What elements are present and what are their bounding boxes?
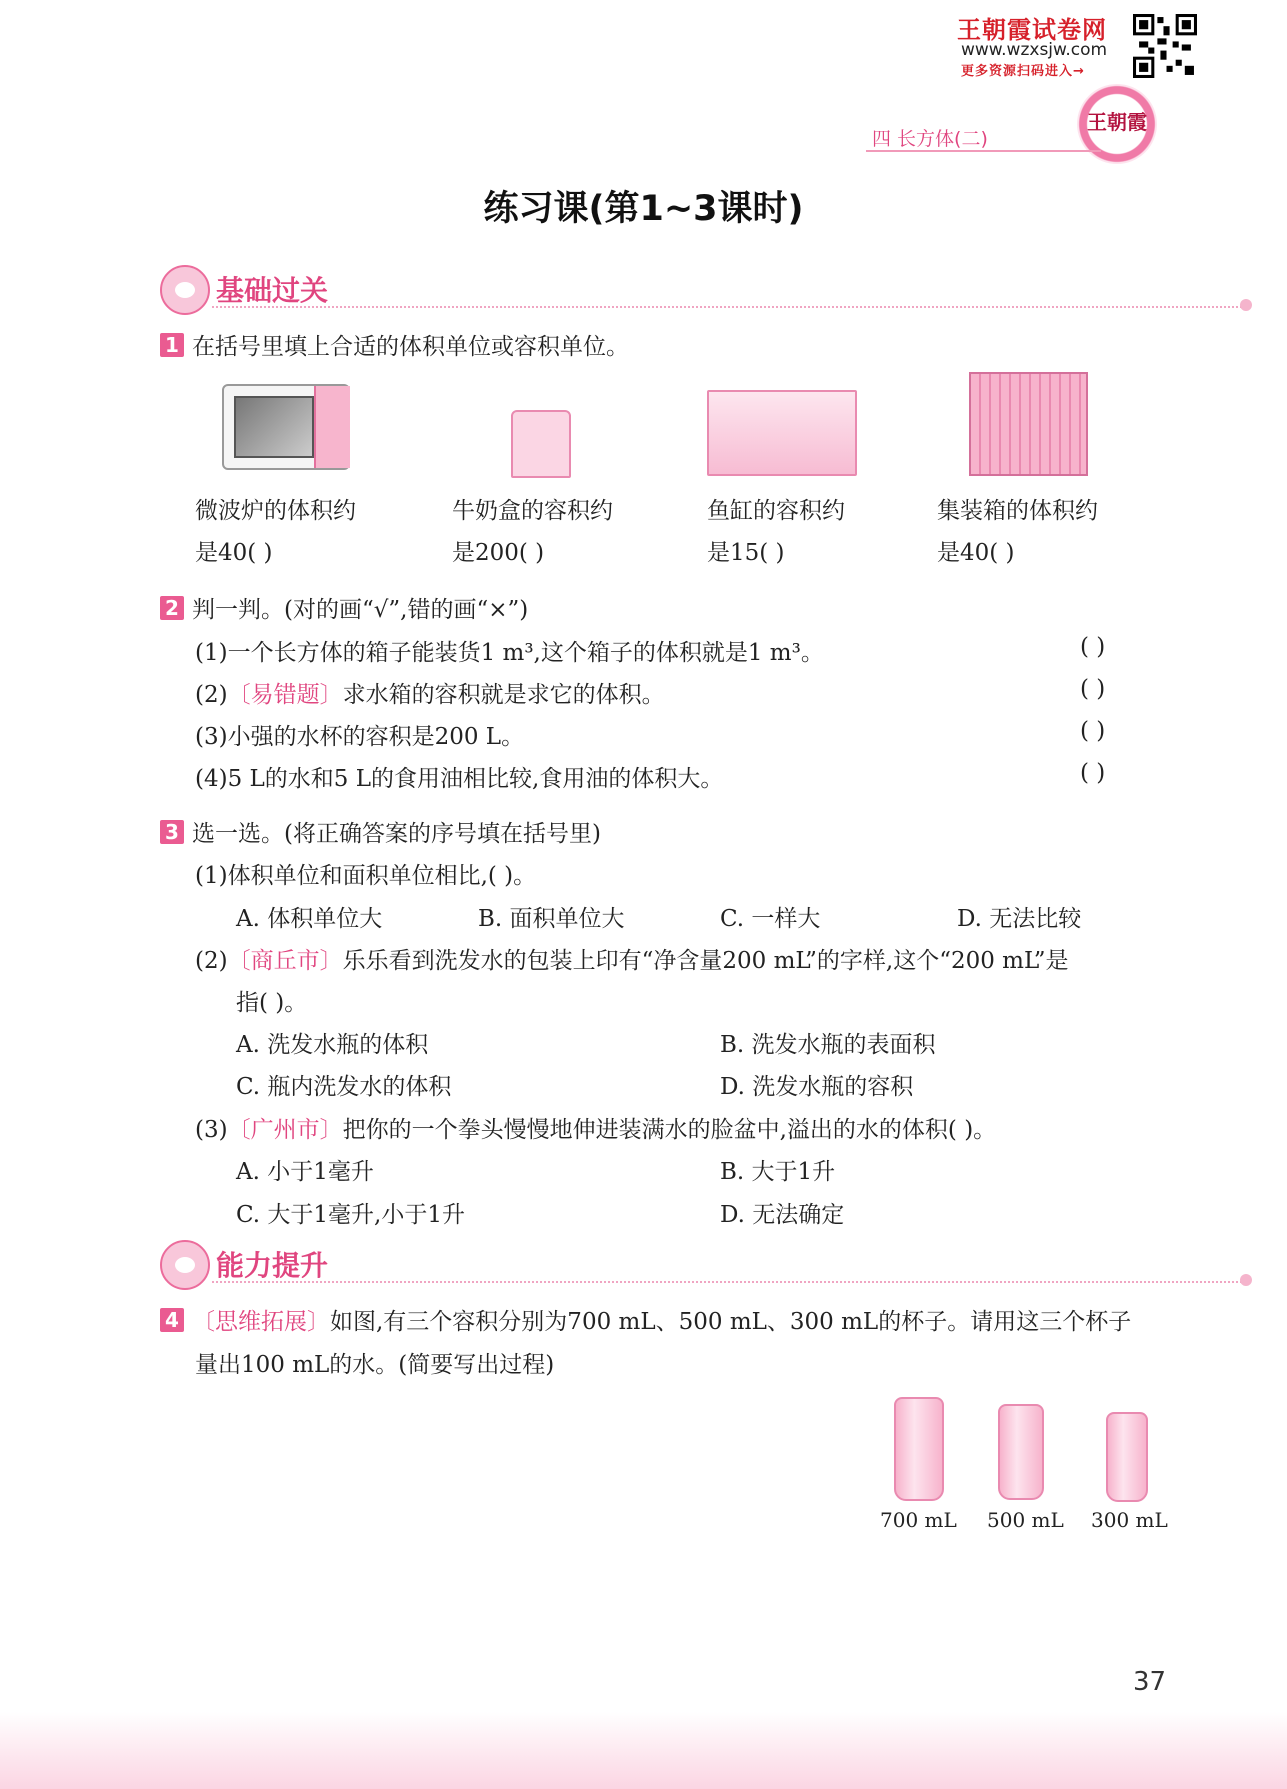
q2-prompt <box>160 591 528 624</box>
microwave-image <box>222 384 350 470</box>
tag-easy-mistake: 〔易错题〕 <box>227 682 343 708</box>
q2-item-3: (3)小强的水杯的容积是200 L。 <box>195 724 525 750</box>
q1-item-1-line2[interactable]: 是40( ) <box>195 540 273 566</box>
q2-item-1-blank[interactable]: ( ) <box>1080 634 1106 660</box>
q2-text: 判一判。(对的画“√”,错的画“×”) <box>192 597 529 623</box>
section-label: 能力提升 <box>216 1249 329 1282</box>
q2-item-4: (4)5 L的水和5 L的食用油相比较,食用油的体积大。 <box>195 766 724 792</box>
q1-item-2-line1: 牛奶盒的容积约 <box>452 498 613 524</box>
q3-sub3-option-d[interactable]: D. 无法确定 <box>720 1202 845 1228</box>
q2-item-2 <box>195 676 665 709</box>
q1-item-2-line2[interactable]: 是200( ) <box>452 540 545 566</box>
milk-carton-image <box>511 410 571 478</box>
q1-text: 在括号里填上合适的体积单位或容积单位。 <box>192 334 629 360</box>
q4-stem <box>160 1303 1131 1336</box>
q3-sub3-stem <box>195 1111 996 1144</box>
tag-shangqiu: 〔商丘市〕 <box>227 948 343 974</box>
q4-number: 4 <box>160 1308 184 1332</box>
brand-seal-logo <box>1077 84 1157 164</box>
q3-sub1-option-a[interactable]: A. 体积单位大 <box>236 906 383 932</box>
page-title: 练习课(第1~3课时) <box>483 189 804 229</box>
q4-stem2: 量出100 mL的水。(简要写出过程) <box>195 1352 555 1378</box>
q2-number: 2 <box>160 596 184 620</box>
q4-text: 如图,有三个容积分别为700 mL、500 mL、300 mL的杯子。请用这三个杯子 <box>330 1309 1132 1335</box>
q3-sub1-option-c[interactable]: C. 一样大 <box>720 906 821 932</box>
qr-code-icon[interactable] <box>1133 14 1197 78</box>
shipping-container-image <box>969 372 1088 476</box>
footer-band <box>0 1712 1287 1789</box>
q3-sub2-option-d[interactable]: D. 洗发水瓶的容积 <box>720 1074 914 1100</box>
seal-text: 王朝霞 <box>1087 110 1147 134</box>
girl-avatar-icon <box>160 265 210 315</box>
q1-item-3-line2[interactable]: 是15( ) <box>707 540 785 566</box>
q3-sub3-option-a[interactable]: A. 小于1毫升 <box>236 1159 374 1185</box>
section-basic <box>160 265 1260 315</box>
girl-avatar-icon <box>160 1240 210 1290</box>
q3-sub2-option-a[interactable]: A. 洗发水瓶的体积 <box>236 1032 429 1058</box>
q2-item-2-blank[interactable]: ( ) <box>1080 676 1106 702</box>
q3-sub1-option-b[interactable]: B. 面积单位大 <box>478 906 625 932</box>
q3-sub3-pre: (3) <box>195 1117 228 1143</box>
brand-more-text: 更多资源扫码进入→ <box>961 64 1085 79</box>
q3-text: 选一选。(将正确答案的序号填在括号里) <box>192 821 601 847</box>
q3-sub2-text: 乐乐看到洗发水的包装上印有“净含量200 mL”的字样,这个“200 mL”是 <box>342 948 1069 974</box>
q3-sub2-option-c[interactable]: C. 瓶内洗发水的体积 <box>236 1074 452 1100</box>
dot-ornament-icon <box>1240 299 1252 311</box>
q3-number: 3 <box>160 820 184 844</box>
q3-sub3-option-b[interactable]: B. 大于1升 <box>720 1159 836 1185</box>
q3-sub3-option-c[interactable]: C. 大于1毫升,小于1升 <box>236 1202 465 1228</box>
q2-item-3-blank[interactable]: ( ) <box>1080 718 1106 744</box>
tag-guangzhou: 〔广州市〕 <box>227 1117 343 1143</box>
brand-url[interactable]: www.wzxsjw.com <box>961 40 1108 60</box>
cup-label-300: 300 mL <box>1091 1508 1168 1532</box>
section-label: 基础过关 <box>216 274 329 307</box>
q3-sub2-pre: (2) <box>195 948 228 974</box>
fish-tank-image <box>707 390 857 476</box>
q1-item-1-line1: 微波炉的体积约 <box>195 498 356 524</box>
q3-prompt <box>160 815 601 848</box>
q1-item-3-line1: 鱼缸的容积约 <box>707 498 845 524</box>
q1-item-4-line2[interactable]: 是40( ) <box>937 540 1015 566</box>
q2-item-2-pre: (2) <box>195 682 228 708</box>
q3-sub1-stem: (1)体积单位和面积单位相比,( )。 <box>195 863 537 889</box>
chapter-underline <box>866 150 1101 152</box>
dotted-divider <box>212 1281 1242 1283</box>
cup-label-700: 700 mL <box>880 1508 957 1532</box>
tag-thinking: 〔思维拓展〕 <box>192 1309 330 1335</box>
q3-sub2-option-b[interactable]: B. 洗发水瓶的表面积 <box>720 1032 936 1058</box>
q3-sub2-stem <box>195 942 1069 975</box>
q3-sub2-stem2: 指( )。 <box>236 990 308 1016</box>
q1-number: 1 <box>160 333 184 357</box>
cup-label-500: 500 mL <box>987 1508 1064 1532</box>
q2-item-1: (1)一个长方体的箱子能装货1 m³,这个箱子的体积就是1 m³。 <box>195 640 824 666</box>
cup-500-image <box>998 1404 1044 1500</box>
page-number: 37 <box>1133 1667 1167 1697</box>
q3-sub3-text: 把你的一个拳头慢慢地伸进装满水的脸盆中,溢出的水的体积( )。 <box>342 1117 997 1143</box>
q1-prompt <box>160 328 629 361</box>
q1-item-4-line1: 集装箱的体积约 <box>937 498 1098 524</box>
q2-item-4-blank[interactable]: ( ) <box>1080 760 1106 786</box>
dotted-divider <box>212 306 1242 308</box>
section-advanced <box>160 1240 1260 1290</box>
q3-sub1-option-d[interactable]: D. 无法比较 <box>957 906 1082 932</box>
dot-ornament-icon <box>1240 1274 1252 1286</box>
brand-title: 王朝霞试卷网 <box>957 16 1107 44</box>
cup-300-image <box>1106 1412 1148 1502</box>
cup-700-image <box>894 1397 944 1501</box>
chapter-label: 四 长方体(二) <box>872 128 988 150</box>
q2-item-2-text: 求水箱的容积就是求它的体积。 <box>342 682 665 708</box>
